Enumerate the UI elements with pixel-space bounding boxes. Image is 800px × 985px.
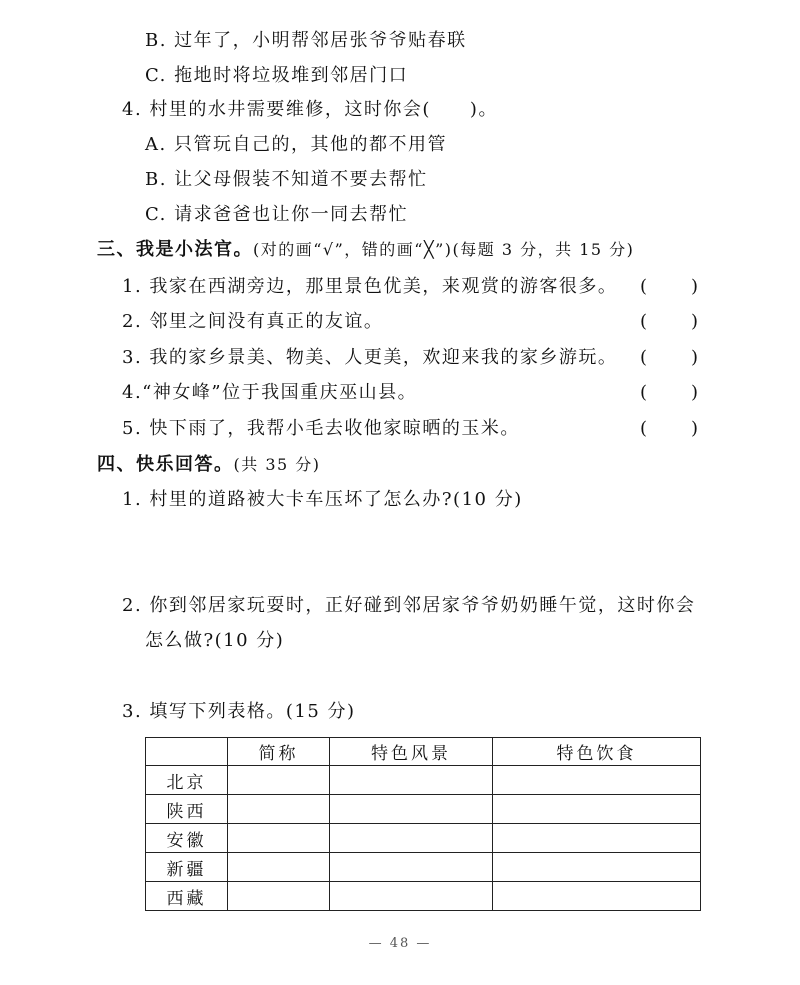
section3-note: (对的画“√”，错的画“╳”)(每题 3 分，共 15 分)	[253, 240, 635, 259]
judge-item-5: 5. 快下雨了，我帮小毛去收他家晾晒的玉米。	[122, 418, 520, 439]
table-cell-blank[interactable]	[330, 824, 493, 853]
table-row-label: 陕西	[146, 795, 228, 824]
table-row-label: 新疆	[146, 853, 228, 882]
q3-option-b: B. 过年了，小明帮邻居张爷爷贴春联	[145, 30, 467, 51]
q4-option-b: B. 让父母假装不知道不要去帮忙	[145, 169, 428, 190]
table-row	[146, 766, 701, 795]
table-header-row	[146, 738, 701, 766]
q4-option-a: A. 只管玩自己的，其他的都不用管	[145, 134, 447, 155]
q4-option-c: C. 请求爸爸也让你一同去帮忙	[145, 204, 409, 225]
answer-q2-line2: 怎么做?(10 分)	[145, 630, 285, 651]
table-cell-blank[interactable]	[228, 795, 330, 824]
table-row-label: 北京	[146, 766, 228, 795]
table-cell-blank[interactable]	[493, 853, 701, 882]
judge-item-3: 3. 我的家乡景美、物美、人更美，欢迎来我的家乡游玩。	[122, 347, 618, 368]
table-cell-blank[interactable]	[228, 824, 330, 853]
table-header-corner	[146, 738, 228, 766]
answer-q2-line1: 2. 你到邻居家玩耍时，正好碰到邻居家爷爷奶奶睡午觉，这时你会	[122, 595, 696, 616]
q3-option-c: C. 拖地时将垃圾堆到邻居门口	[145, 65, 409, 86]
table-cell-blank[interactable]	[330, 766, 493, 795]
section3-title: 三、我是小法官。	[97, 239, 253, 260]
answer-q1: 1. 村里的道路被大卡车压坏了怎么办?(10 分)	[122, 489, 523, 510]
q4-prompt: 4. 村里的水井需要维修，这时你会( )。	[122, 99, 498, 120]
table-header-food: 特色饮食	[493, 738, 701, 766]
table-row	[146, 853, 701, 882]
section4-title: 四、快乐回答。	[97, 454, 234, 475]
table-cell-blank[interactable]	[493, 766, 701, 795]
section3-heading	[97, 238, 634, 262]
judge-item-4: 4.“神女峰”位于我国重庆巫山县。	[122, 382, 418, 403]
table-row	[146, 882, 701, 911]
page-number: — 48 —	[368, 936, 432, 951]
section4-note: (共 35 分)	[233, 455, 321, 474]
judge-item-1: 1. 我家在西湖旁边，那里景色优美，来观赏的游客很多。	[122, 276, 618, 297]
table-cell-blank[interactable]	[493, 824, 701, 853]
section4-heading	[97, 453, 321, 477]
table-cell-blank[interactable]	[493, 795, 701, 824]
table-cell-blank[interactable]	[228, 882, 330, 911]
table-row-label: 安徽	[146, 824, 228, 853]
answer-q3: 3. 填写下列表格。(15 分)	[122, 701, 356, 722]
judge-item-2: 2. 邻里之间没有真正的友谊。	[122, 311, 384, 332]
table-cell-blank[interactable]	[330, 882, 493, 911]
province-table	[145, 737, 701, 911]
table-cell-blank[interactable]	[228, 853, 330, 882]
table-cell-blank[interactable]	[330, 795, 493, 824]
table-header-scenery: 特色风景	[330, 738, 493, 766]
table-header-abbr: 简称	[228, 738, 330, 766]
table-cell-blank[interactable]	[330, 853, 493, 882]
table-row-label: 西藏	[146, 882, 228, 911]
table-cell-blank[interactable]	[493, 882, 701, 911]
table-cell-blank[interactable]	[228, 766, 330, 795]
table-row	[146, 824, 701, 853]
table-row	[146, 795, 701, 824]
